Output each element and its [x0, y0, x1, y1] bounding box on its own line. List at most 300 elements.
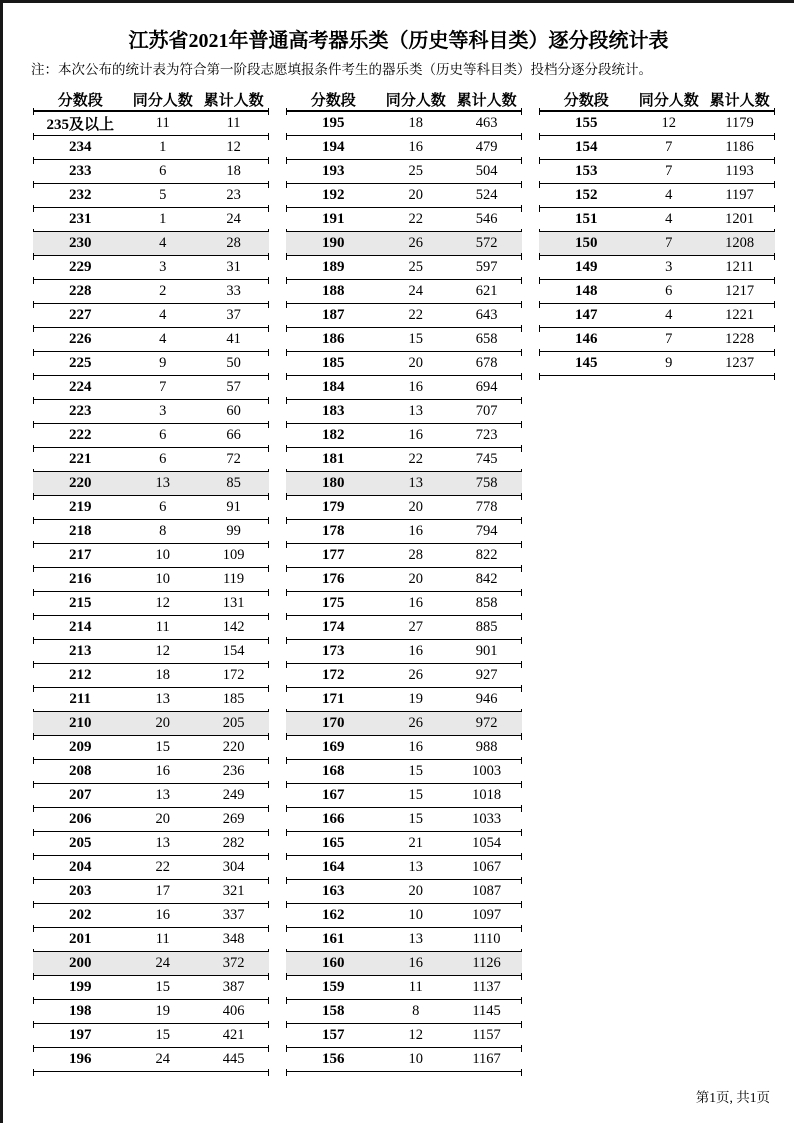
table-row	[286, 448, 522, 472]
table-row	[33, 352, 269, 376]
cumulative-count-cell: 885	[475, 619, 498, 635]
cumulative-count-cell: 24	[226, 211, 241, 227]
cumulative-count-cell: 11	[226, 115, 241, 131]
score-segment-cell: 192	[321, 187, 345, 203]
cumulative-count-cell: 694	[475, 379, 498, 395]
cumulative-count-cell: 236	[222, 763, 245, 779]
score-table-group-3	[539, 88, 775, 376]
cumulative-count-cell: 1179	[725, 115, 754, 131]
table-row	[33, 424, 269, 448]
cumulative-count-cell: 41	[226, 331, 241, 347]
cumulative-count-cell: 901	[475, 643, 498, 659]
score-segment-cell: 205	[68, 835, 92, 851]
cumulative-count-cell: 1208	[725, 235, 755, 251]
table-row	[33, 880, 269, 904]
header-same-score-count: 同分人数	[132, 92, 193, 109]
header-cumulative-count: 累计人数	[709, 92, 770, 109]
cumulative-count-cell: 66	[226, 427, 241, 443]
same-score-count-cell: 3	[159, 403, 167, 419]
same-score-count-cell: 5	[159, 187, 167, 203]
cumulative-count-cell: 643	[475, 307, 498, 323]
same-score-count-cell: 13	[408, 475, 424, 491]
table-row	[286, 736, 522, 760]
cumulative-count-cell: 1193	[725, 163, 754, 179]
cumulative-count-cell: 1087	[472, 883, 502, 899]
table-row	[286, 160, 522, 184]
same-score-count-cell: 9	[665, 355, 673, 371]
score-segment-cell: 197	[68, 1027, 92, 1043]
table-row	[286, 232, 522, 256]
table-row	[286, 472, 522, 496]
score-segment-cell: 225	[68, 355, 92, 371]
same-score-count-cell: 4	[665, 211, 673, 227]
same-score-count-cell: 20	[408, 883, 424, 899]
cumulative-count-cell: 406	[222, 1003, 245, 1019]
table-row	[286, 1024, 522, 1048]
same-score-count-cell: 15	[408, 763, 424, 779]
same-score-count-cell: 11	[155, 931, 170, 947]
same-score-count-cell: 7	[665, 235, 673, 251]
page-number: 第1页, 共1页	[695, 1090, 770, 1105]
same-score-count-cell: 16	[408, 739, 424, 755]
cumulative-count-cell: 154	[222, 643, 245, 659]
same-score-count-cell: 15	[408, 331, 424, 347]
same-score-count-cell: 6	[159, 163, 167, 179]
same-score-count-cell: 11	[155, 619, 170, 635]
score-segment-cell: 208	[68, 763, 92, 779]
same-score-count-cell: 10	[408, 907, 424, 923]
same-score-count-cell: 16	[408, 379, 424, 395]
cumulative-count-cell: 707	[475, 403, 498, 419]
table-row	[539, 160, 775, 184]
score-segment-cell: 160	[321, 955, 345, 971]
same-score-count-cell: 8	[159, 523, 167, 539]
same-score-count-cell: 12	[408, 1027, 424, 1043]
table-row	[33, 616, 269, 640]
table-row	[33, 928, 269, 952]
table-row	[33, 400, 269, 424]
table-row	[33, 856, 269, 880]
score-segment-cell: 196	[68, 1051, 92, 1067]
same-score-count-cell: 10	[155, 571, 171, 587]
table-row	[33, 184, 269, 208]
score-segment-cell: 164	[321, 859, 345, 875]
table-row	[33, 544, 269, 568]
cumulative-count-cell: 33	[226, 283, 241, 299]
table-row	[539, 232, 775, 256]
same-score-count-cell: 26	[408, 667, 424, 683]
cumulative-count-cell: 658	[475, 331, 498, 347]
same-score-count-cell: 12	[155, 595, 171, 611]
score-segment-cell: 163	[321, 883, 345, 899]
same-score-count-cell: 9	[159, 355, 167, 371]
score-segment-cell: 172	[321, 667, 345, 683]
same-score-count-cell: 19	[408, 691, 424, 707]
same-score-count-cell: 4	[665, 187, 673, 203]
score-segment-cell: 230	[68, 235, 92, 251]
score-segment-cell: 221	[68, 451, 92, 467]
same-score-count-cell: 13	[155, 835, 171, 851]
table-row	[33, 1000, 269, 1024]
note-text: 注：本次公布的统计表为符合第一阶段志愿填报条件考生的器乐类（历史等科目类）投档分逐分段统计。	[31, 62, 652, 77]
cumulative-count-cell: 1228	[725, 331, 755, 347]
score-segment-cell: 165	[321, 835, 345, 851]
table-row	[33, 760, 269, 784]
table-row	[33, 208, 269, 232]
score-segment-cell: 217	[68, 547, 92, 563]
cumulative-count-cell: 282	[222, 835, 245, 851]
score-segment-cell: 209	[68, 739, 92, 755]
table-row	[286, 136, 522, 160]
cumulative-count-cell: 28	[226, 235, 241, 251]
score-segment-cell: 161	[321, 931, 345, 947]
score-segment-cell: 156	[321, 1051, 345, 1067]
score-segment-cell: 167	[321, 787, 345, 803]
score-segment-cell: 150	[574, 235, 598, 251]
same-score-count-cell: 10	[155, 547, 171, 563]
same-score-count-cell: 3	[159, 259, 167, 275]
score-segment-cell: 198	[68, 1003, 92, 1019]
cumulative-count-cell: 621	[475, 283, 498, 299]
same-score-count-cell: 12	[155, 643, 171, 659]
table-row	[539, 280, 775, 304]
same-score-count-cell: 4	[159, 235, 167, 251]
score-segment-cell: 220	[68, 475, 92, 491]
score-segment-cell: 202	[68, 907, 92, 923]
score-segment-cell: 181	[321, 451, 345, 467]
cumulative-count-cell: 99	[226, 523, 241, 539]
same-score-count-cell: 4	[159, 307, 167, 323]
score-segment-cell: 188	[321, 283, 345, 299]
cumulative-count-cell: 372	[222, 955, 245, 971]
table-row	[33, 1048, 269, 1072]
score-segment-cell: 214	[68, 619, 92, 635]
same-score-count-cell: 4	[665, 307, 673, 323]
score-segment-cell: 235及以上	[46, 117, 114, 133]
same-score-count-cell: 7	[159, 379, 167, 395]
score-segment-cell: 155	[574, 115, 598, 131]
table-row	[33, 664, 269, 688]
table-row	[33, 784, 269, 808]
same-score-count-cell: 27	[408, 619, 424, 635]
table-row	[33, 328, 269, 352]
score-segment-cell: 180	[321, 475, 345, 491]
same-score-count-cell: 11	[408, 979, 423, 995]
cumulative-count-cell: 1186	[725, 139, 754, 155]
table-row	[286, 712, 522, 736]
score-segment-cell: 149	[574, 259, 598, 275]
score-segment-cell: 222	[68, 427, 92, 443]
table-row	[539, 352, 775, 376]
score-segment-cell: 207	[68, 787, 92, 803]
cumulative-count-cell: 1211	[725, 259, 754, 275]
cumulative-count-cell: 91	[226, 499, 241, 515]
score-segment-cell: 182	[321, 427, 345, 443]
table-row	[33, 280, 269, 304]
table-row	[539, 112, 775, 136]
score-segment-cell: 231	[68, 211, 92, 227]
score-segment-cell: 153	[574, 163, 598, 179]
table-header-row	[33, 88, 269, 112]
score-segment-cell: 179	[321, 499, 345, 515]
same-score-count-cell: 18	[408, 115, 424, 131]
cumulative-count-cell: 1110	[472, 931, 501, 947]
score-segment-cell: 152	[574, 187, 598, 203]
table-body	[33, 112, 269, 1072]
score-segment-cell: 190	[321, 235, 345, 251]
cumulative-count-cell: 85	[226, 475, 241, 491]
cumulative-count-cell: 185	[222, 691, 245, 707]
cumulative-count-cell: 1054	[472, 835, 502, 851]
cumulative-count-cell: 778	[475, 499, 498, 515]
score-segment-cell: 185	[321, 355, 345, 371]
same-score-count-cell: 16	[408, 643, 424, 659]
cumulative-count-cell: 60	[226, 403, 241, 419]
score-segment-cell: 157	[321, 1027, 345, 1043]
same-score-count-cell: 3	[665, 259, 673, 275]
cumulative-count-cell: 23	[226, 187, 241, 203]
cumulative-count-cell: 946	[475, 691, 498, 707]
score-segment-cell: 201	[68, 931, 92, 947]
table-row	[286, 568, 522, 592]
table-row	[286, 496, 522, 520]
score-segment-cell: 232	[68, 187, 92, 203]
table-row	[33, 904, 269, 928]
score-segment-cell: 184	[321, 379, 345, 395]
table-row	[33, 160, 269, 184]
cumulative-count-cell: 1137	[472, 979, 501, 995]
table-row	[286, 760, 522, 784]
table-row	[33, 136, 269, 160]
same-score-count-cell: 12	[661, 115, 677, 131]
header-score-segment: 分数段	[563, 92, 609, 109]
table-row	[286, 1000, 522, 1024]
table-row	[286, 352, 522, 376]
score-segment-cell: 174	[321, 619, 345, 635]
score-segment-cell: 189	[321, 259, 345, 275]
cumulative-count-cell: 927	[475, 667, 498, 683]
same-score-count-cell: 13	[155, 475, 171, 491]
score-segment-cell: 218	[68, 523, 92, 539]
same-score-count-cell: 13	[408, 403, 424, 419]
cumulative-count-cell: 72	[226, 451, 241, 467]
cumulative-count-cell: 678	[475, 355, 498, 371]
score-segment-cell: 166	[321, 811, 345, 827]
cumulative-count-cell: 546	[475, 211, 498, 227]
score-segment-cell: 193	[321, 163, 345, 179]
table-row	[286, 376, 522, 400]
cumulative-count-cell: 1221	[725, 307, 755, 323]
same-score-count-cell: 28	[408, 547, 424, 563]
score-segment-cell: 215	[68, 595, 92, 611]
score-segment-cell: 168	[321, 763, 345, 779]
table-row	[33, 568, 269, 592]
score-segment-cell: 219	[68, 499, 92, 515]
score-segment-cell: 158	[321, 1003, 345, 1019]
cumulative-count-cell: 572	[475, 235, 498, 251]
same-score-count-cell: 13	[155, 787, 171, 803]
table-row	[33, 808, 269, 832]
score-segment-cell: 148	[574, 283, 598, 299]
table-row	[286, 880, 522, 904]
cumulative-count-cell: 794	[475, 523, 498, 539]
cumulative-count-cell: 37	[226, 307, 241, 323]
score-segment-cell: 173	[321, 643, 345, 659]
header-cumulative-count: 累计人数	[456, 92, 517, 109]
table-row	[33, 520, 269, 544]
table-row	[33, 736, 269, 760]
table-row	[286, 424, 522, 448]
cumulative-count-cell: 1033	[472, 811, 502, 827]
same-score-count-cell: 20	[155, 715, 171, 731]
same-score-count-cell: 7	[665, 139, 673, 155]
same-score-count-cell: 24	[408, 283, 424, 299]
same-score-count-cell: 15	[155, 979, 171, 995]
table-row	[286, 544, 522, 568]
cumulative-count-cell: 109	[222, 547, 245, 563]
same-score-count-cell: 25	[408, 163, 424, 179]
table-row	[286, 688, 522, 712]
cumulative-count-cell: 119	[222, 571, 245, 587]
same-score-count-cell: 24	[155, 955, 171, 971]
same-score-count-cell: 26	[408, 235, 424, 251]
cumulative-count-cell: 387	[222, 979, 245, 995]
cumulative-count-cell: 421	[222, 1027, 245, 1043]
cumulative-count-cell: 1157	[472, 1027, 501, 1043]
table-row	[286, 280, 522, 304]
table-row	[539, 328, 775, 352]
score-tables	[3, 88, 794, 1072]
score-segment-cell: 171	[321, 691, 345, 707]
score-segment-cell: 210	[68, 715, 92, 731]
table-row	[286, 976, 522, 1000]
cumulative-count-cell: 842	[475, 571, 498, 587]
same-score-count-cell: 16	[408, 955, 424, 971]
table-row	[33, 376, 269, 400]
score-segment-cell: 159	[321, 979, 345, 995]
cumulative-count-cell: 220	[222, 739, 245, 755]
table-row	[539, 304, 775, 328]
same-score-count-cell: 13	[408, 931, 424, 947]
table-row	[286, 952, 522, 976]
header-score-segment: 分数段	[310, 92, 356, 109]
score-segment-cell: 191	[321, 211, 345, 227]
score-segment-cell: 178	[321, 523, 345, 539]
table-row	[33, 688, 269, 712]
same-score-count-cell: 18	[155, 667, 171, 683]
same-score-count-cell: 17	[155, 883, 171, 899]
score-segment-cell: 170	[321, 715, 345, 731]
table-row	[286, 664, 522, 688]
table-body	[539, 112, 775, 376]
header-same-score-count: 同分人数	[385, 92, 446, 109]
table-body	[286, 112, 522, 1072]
score-segment-cell: 226	[68, 331, 92, 347]
cumulative-count-cell: 1145	[472, 1003, 501, 1019]
table-row	[539, 208, 775, 232]
cumulative-count-cell: 504	[475, 163, 498, 179]
same-score-count-cell: 22	[408, 211, 424, 227]
table-row	[33, 952, 269, 976]
same-score-count-cell: 6	[159, 427, 167, 443]
score-segment-cell: 200	[68, 955, 92, 971]
cumulative-count-cell: 321	[222, 883, 245, 899]
table-header-row	[286, 88, 522, 112]
score-segment-cell: 216	[68, 571, 92, 587]
table-row	[286, 520, 522, 544]
cumulative-count-cell: 249	[222, 787, 245, 803]
same-score-count-cell: 4	[159, 331, 167, 347]
score-segment-cell: 169	[321, 739, 345, 755]
cumulative-count-cell: 205	[222, 715, 245, 731]
same-score-count-cell: 15	[155, 739, 171, 755]
same-score-count-cell: 16	[155, 907, 171, 923]
cumulative-count-cell: 445	[222, 1051, 245, 1067]
score-segment-cell: 206	[68, 811, 92, 827]
same-score-count-cell: 1	[159, 139, 167, 155]
header-same-score-count: 同分人数	[638, 92, 699, 109]
table-row	[33, 712, 269, 736]
cumulative-count-cell: 57	[226, 379, 241, 395]
cumulative-count-cell: 131	[222, 595, 245, 611]
score-segment-cell: 212	[68, 667, 92, 683]
cumulative-count-cell: 745	[475, 451, 498, 467]
table-row	[539, 136, 775, 160]
score-segment-cell: 199	[68, 979, 92, 995]
score-segment-cell: 162	[321, 907, 345, 923]
score-segment-cell: 194	[321, 139, 345, 155]
score-segment-cell: 224	[68, 379, 92, 395]
table-row	[286, 832, 522, 856]
cumulative-count-cell: 758	[475, 475, 498, 491]
same-score-count-cell: 16	[155, 763, 171, 779]
score-segment-cell: 154	[574, 139, 598, 155]
header-score-segment: 分数段	[57, 92, 103, 109]
cumulative-count-cell: 337	[222, 907, 245, 923]
score-segment-cell: 211	[69, 691, 92, 707]
score-segment-cell: 213	[68, 643, 92, 659]
score-segment-cell: 175	[321, 595, 345, 611]
cumulative-count-cell: 1197	[725, 187, 754, 203]
same-score-count-cell: 10	[408, 1051, 424, 1067]
cumulative-count-cell: 723	[475, 427, 498, 443]
same-score-count-cell: 22	[155, 859, 171, 875]
same-score-count-cell: 16	[408, 139, 424, 155]
same-score-count-cell: 22	[408, 307, 424, 323]
score-segment-cell: 147	[574, 307, 598, 323]
table-row	[33, 448, 269, 472]
same-score-count-cell: 1	[159, 211, 167, 227]
score-table-group-1	[33, 88, 269, 1072]
cumulative-count-cell: 1067	[472, 859, 502, 875]
table-row	[33, 592, 269, 616]
score-segment-cell: 176	[321, 571, 345, 587]
same-score-count-cell: 11	[155, 115, 170, 131]
score-segment-cell: 177	[321, 547, 345, 563]
table-row	[33, 496, 269, 520]
score-segment-cell: 223	[68, 403, 92, 419]
table-row	[539, 256, 775, 280]
same-score-count-cell: 21	[408, 835, 424, 851]
same-score-count-cell: 16	[408, 523, 424, 539]
same-score-count-cell: 16	[408, 595, 424, 611]
table-row	[33, 232, 269, 256]
same-score-count-cell: 15	[408, 811, 424, 827]
table-row	[286, 208, 522, 232]
same-score-count-cell: 20	[408, 499, 424, 515]
same-score-count-cell: 15	[408, 787, 424, 803]
cumulative-count-cell: 463	[475, 115, 498, 131]
